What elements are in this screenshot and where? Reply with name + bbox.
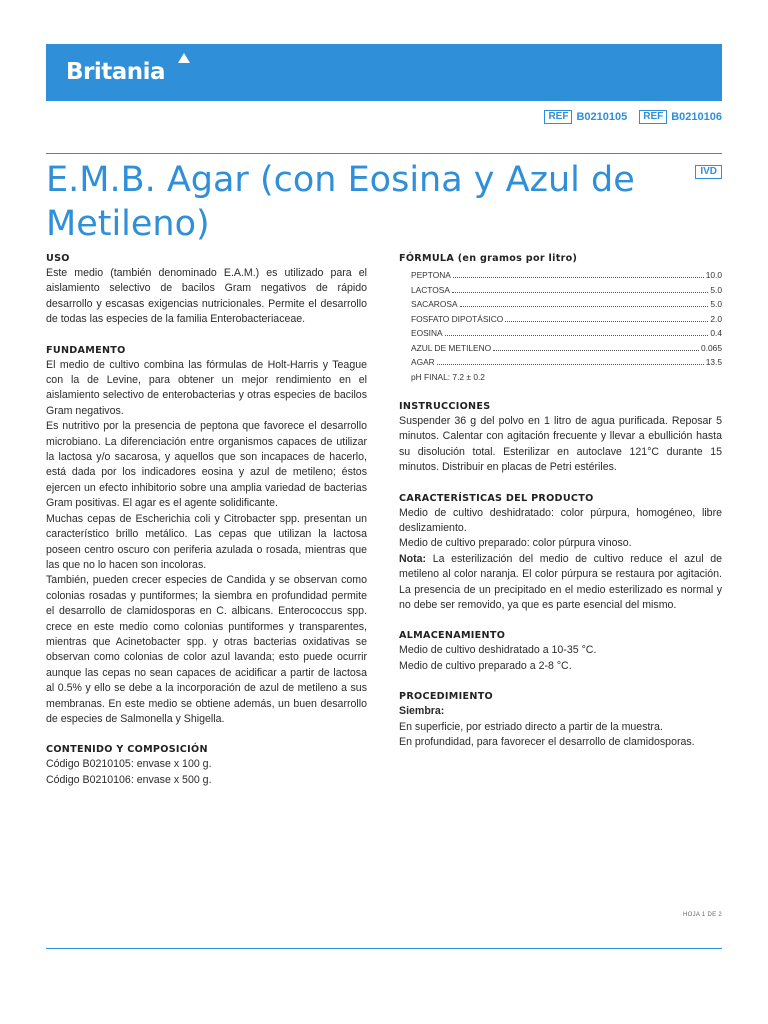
ingredient-value: 0.4 xyxy=(710,328,722,338)
ingredient-name: EOSINA xyxy=(411,328,443,338)
ingredient-value: 2.0 xyxy=(710,313,722,324)
formula-row xyxy=(411,297,722,312)
ingredient-value: 10.0 xyxy=(705,270,722,280)
fundamento-paragraph: Es nutritivo por la presencia de peptona que favorece el desarrollo microbiano. La diferenciación entre organismos capaces de utilizar la lactosa y/o sacarosa, y aquellos que son incapaces de hacerlo, está dada por los indicadores eosina y azul de metileno; éstos ejercen un efecto inhibitorio sobre una amplia variedad de bacterias Gram positivas. El agar es el agente solidificante. xyxy=(46,420,367,510)
instrucciones-text: Suspender 36 g del polvo en 1 litro de agua purificada. Reposar 5 minutos. Calentar con agitación frecuente y llevar a ebullición hasta su disolución total. Esterilizar en autoclave 121°C durante 15 minutos. Distribuir en placas de Petri estériles. xyxy=(399,415,722,474)
section-heading-procedimiento: PROCEDIMIENTO xyxy=(399,691,494,703)
caracteristicas-line: Medio de cultivo deshidratado: color púrpura, homogéneo, libre deslizamiento. xyxy=(399,506,722,535)
section-heading-almacenamiento: ALMACENAMIENTO xyxy=(399,630,506,642)
fundamento-paragraph: También, pueden crecer especies de Candida y se observan como colonias rosadas y puntiformes; la siembra en profundidad permite el desarrollo de clamidosporas en C. albicans. Enterococcus spp. crece en este medio como colonias puntiformes y transparentes, mientras que Acinetobacter spp. y otras bacterias oxidativas se observan como colonias de color azul lavanda; esto puede ocurrir aunque las cepas no sean capaces de acidificar a partir de lactosa al 0.5% y ello se debe a la incorporación de azul de metileno a sus membranas. En este medio se obtiene además, un buen desarrollo de especies de Salmonella y Shigella. xyxy=(46,574,367,725)
formula-row xyxy=(411,341,722,356)
formula-row xyxy=(411,268,722,283)
formula-row xyxy=(411,312,722,327)
fundamento-paragraph: El medio de cultivo combina las fórmulas de Holt-Harris y Teague con la de Levine, para obtener un mejor rendimiento en el aislamiento selectivo de enterobacterias y otras especies de bacilos Gram negativos. xyxy=(46,358,367,417)
ref-code: B0210106 xyxy=(671,111,722,123)
procedimiento-line: En superficie, por estriado directo a partir de la muestra. xyxy=(399,720,663,733)
nota-paragraph xyxy=(399,552,722,614)
contenido-line: Código B0210106: envase x 500 g. xyxy=(46,773,212,786)
reference-codes xyxy=(532,110,722,124)
ingredient-name: SACAROSA xyxy=(411,299,458,309)
right-column xyxy=(399,252,722,751)
section-heading-uso: USO xyxy=(46,253,70,264)
ivd-badge: IVD xyxy=(695,165,722,179)
nota-text: La esterilización del medio de cultivo reduce el azul de metileno al color naranja. El color púrpura se restaura por agitación. La presencia de un precipitado en el medio esterilizado es normal y no debe ser removido, ya que es parte esencial del mismo. xyxy=(399,552,722,612)
ingredient-name: AZUL DE METILENO xyxy=(411,342,492,353)
page-title: E.M.B. Agar (con Eosina y Azul de Metileno) xyxy=(46,160,635,244)
bottom-divider xyxy=(46,948,722,949)
formula-table xyxy=(399,268,722,384)
ingredient-value: 5.0 xyxy=(710,299,722,309)
ingredient-value: 5.0 xyxy=(710,284,722,295)
section-heading-instrucciones: INSTRUCCIONES xyxy=(399,401,491,412)
page-number: HOJA 1 DE 2 xyxy=(683,912,722,918)
header-banner xyxy=(46,44,722,101)
section-heading-formula: FÓRMULA (en gramos por litro) xyxy=(399,253,578,264)
caracteristicas-line: Medio de cultivo preparado: color púrpura vinoso. xyxy=(399,537,632,550)
contenido-line: Código B0210105: envase x 100 g. xyxy=(46,758,212,771)
siembra-label: Siembra: xyxy=(399,705,445,718)
ingredient-value: 13.5 xyxy=(705,357,722,367)
section-heading-fundamento: FUNDAMENTO xyxy=(46,344,126,356)
ref-badge: REF xyxy=(544,110,572,124)
left-column xyxy=(46,252,367,788)
almacenamiento-line: Medio de cultivo deshidratado a 10-35 °C. xyxy=(399,644,597,657)
ph-final: pH FINAL: 7.2 ± 0.2 xyxy=(411,371,485,382)
ingredient-name: PEPTONA xyxy=(411,270,451,280)
section-heading-caracteristicas: CARACTERÍSTICAS DEL PRODUCTO xyxy=(399,492,594,504)
britania-logo: Britania xyxy=(66,59,166,85)
formula-row xyxy=(411,283,722,298)
section-heading-contenido: CONTENIDO Y COMPOSICIÓN xyxy=(46,744,208,756)
uso-text: Este medio (también denominado E.A.M.) es utilizado para el aislamiento selectivo de bacilos Gram negativos de rápido desarrollo y escasas exigencias nutricionales. Permite el desarrollo de todas las especies de la familia Enterobacteriaceae. xyxy=(46,267,367,326)
ingredient-name: FOSFATO DIPOTÁSICO xyxy=(411,313,504,324)
ingredient-name: LACTOSA xyxy=(411,284,450,295)
ref-badge: REF xyxy=(639,110,667,124)
ref-code: B0210105 xyxy=(576,111,628,123)
ingredient-value: 0.065 xyxy=(701,342,722,353)
formula-row xyxy=(411,326,722,341)
fundamento-paragraph: Muchas cepas de Escherichia coli y Citrobacter spp. presentan un característico brillo metálico. Las cepas que utilizan la lactosa poseen centro oscuro con periferia azulada o rosada, mientras que las que no lo hacen son incoloras. xyxy=(46,512,367,571)
top-divider xyxy=(46,153,722,154)
nota-label: Nota: xyxy=(399,552,427,565)
ingredient-name: AGAR xyxy=(411,357,435,367)
logo-triangle-icon xyxy=(178,53,190,63)
almacenamiento-line: Medio de cultivo preparado a 2-8 °C. xyxy=(399,659,572,672)
procedimiento-line: En profundidad, para favorecer el desarrollo de clamidosporas. xyxy=(399,736,695,749)
formula-row xyxy=(411,355,722,370)
